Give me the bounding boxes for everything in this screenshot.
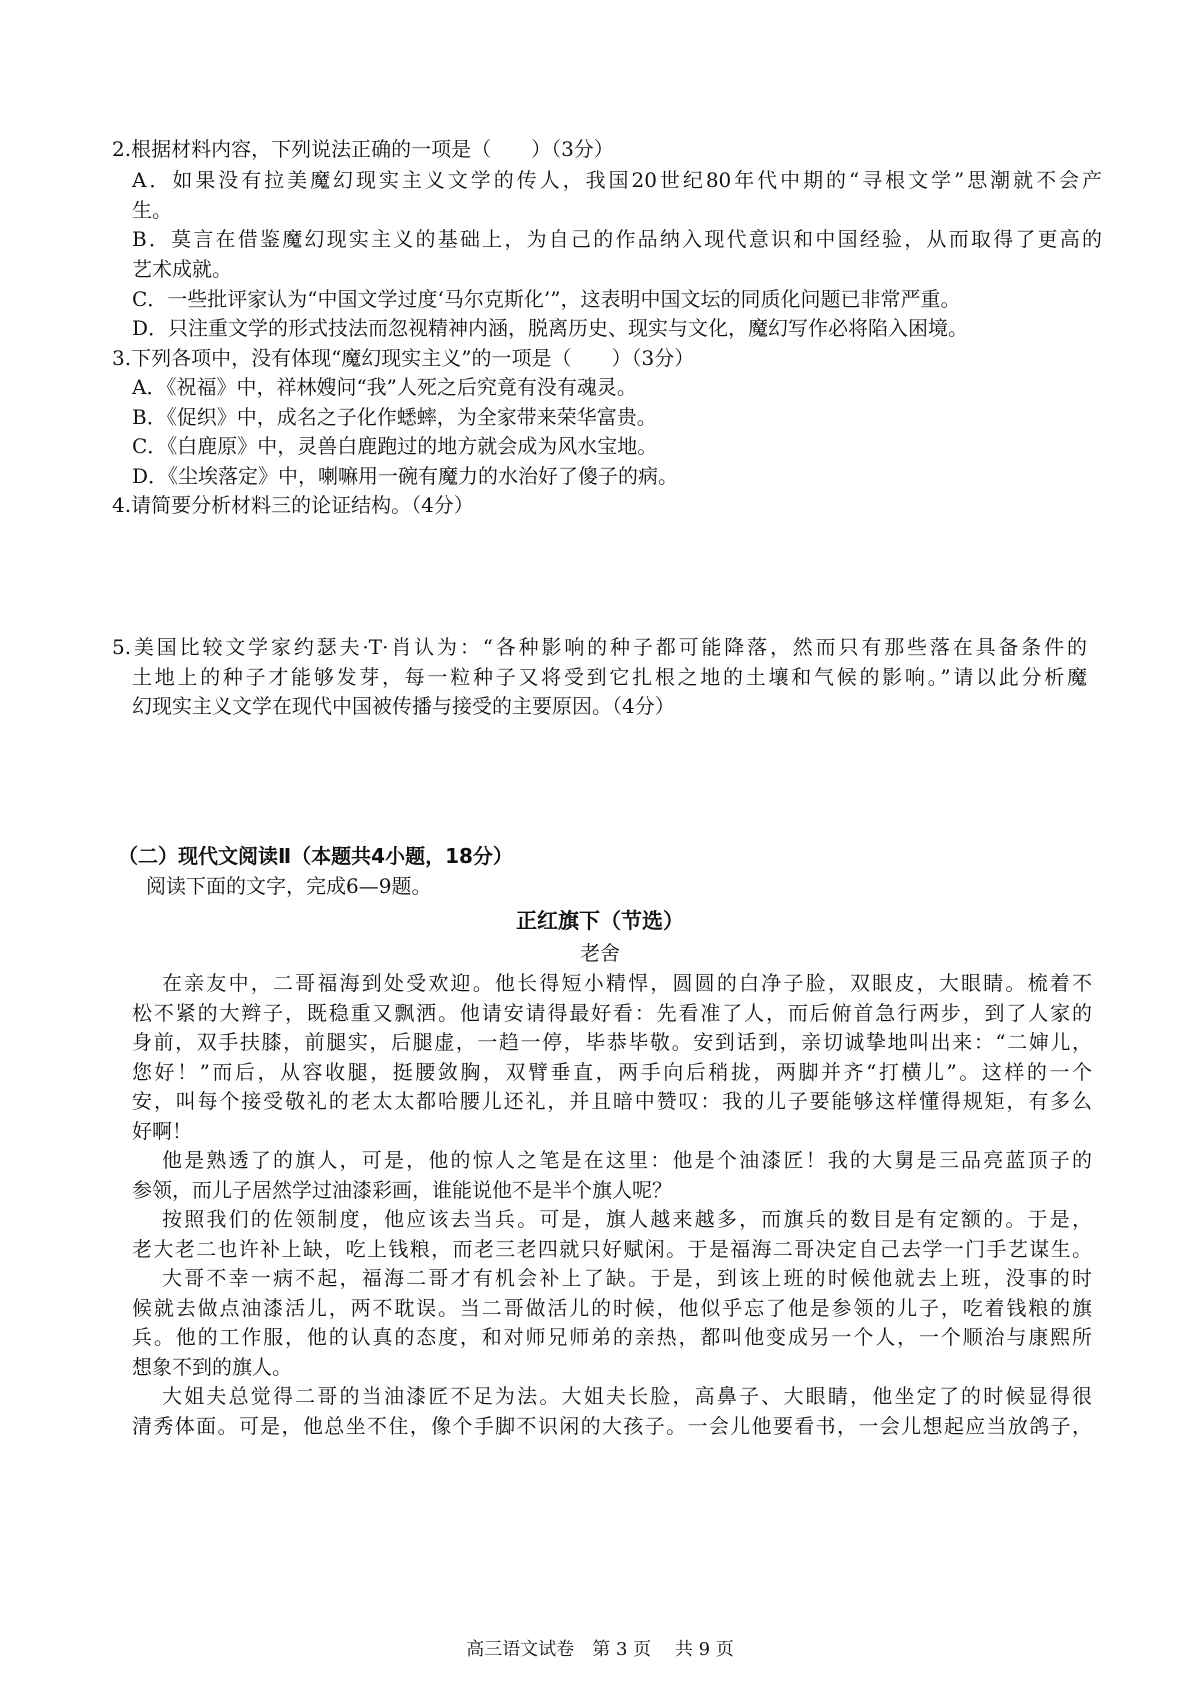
passage-line: 清秀体面。可是，他总坐不住，像个手脚不识闲的大孩子。一会儿他要看书，一会儿想起应当放鸽子，: [132, 1414, 1092, 1438]
passage-line: 您好！”而后，从容收腿，挺腰敛胸，双臂垂直，两手向后稍拢，两脚并齐“打横儿”。这样的一个: [132, 1060, 1092, 1084]
section-instruction: 阅读下面的文字，完成6—9题。: [146, 874, 432, 898]
passage-line: 按照我们的佐领制度，他应该去当兵。可是，旗人越来越多，而旗兵的数目是有定额的。于是，: [162, 1207, 1092, 1231]
q2-option-a-cont: 生。: [132, 198, 172, 222]
passage-author: 老舍: [580, 941, 620, 965]
q2-option-b: B．莫言在借鉴魔幻现实主义的基础上，为自己的作品纳入现代意识和中国经验，从而取得了更高的: [132, 227, 1102, 251]
passage-line: 松不紧的大辫子，既稳重又飘洒。他请安请得最好看：先看准了人，而后俯首急行两步，到了人家的: [132, 1001, 1092, 1025]
passage-line: 老大老二也许补上缺，吃上钱粮，而老三老四就只好赋闲。于是福海二哥决定自己去学一门手艺谋生。: [132, 1237, 1092, 1261]
passage-line: 大哥不幸一病不起，福海二哥才有机会补上了缺。于是，到该上班的时候他就去上班，没事的时: [162, 1266, 1092, 1290]
q2-stem: 2.根据材料内容，下列说法正确的一项是（ ）（3分）: [112, 137, 614, 161]
section-heading: （二）现代文阅读Ⅱ（本题共4小题，18分）: [118, 844, 513, 868]
passage-line: 大姐夫总觉得二哥的当油漆匠不足为法。大姐夫长脸，高鼻子、大眼睛，他坐定了的时候显得很: [162, 1384, 1092, 1408]
q5-line-3: 幻现实主义文学在现代中国被传播与接受的主要原因。（4分）: [132, 694, 675, 718]
passage-line: 好啊！: [132, 1119, 192, 1143]
q2-option-c: C．一些批评家认为“中国文学过度‘马尔克斯化’”，这表明中国文坛的同质化问题已非常严重。: [132, 287, 961, 311]
q3-option-a: A．《祝福》中，祥林嫂问“我”人死之后究竟有没有魂灵。: [132, 375, 637, 399]
passage-line: 候就去做点油漆活儿，两不耽误。当二哥做活儿的时候，他似乎忘了他是参领的儿子，吃着钱粮的旗: [132, 1296, 1092, 1320]
passage-title: 正红旗下（节选）: [516, 909, 684, 933]
q5-line-1: 5.美国比较文学家约瑟夫·T·肖认为：“各种影响的种子都可能降落，然而只有那些落在具备条件的: [112, 635, 1087, 659]
page-footer: 高三语文试卷 第 3 页 共 9 页: [466, 1639, 734, 1660]
passage-line: 兵。他的工作服，他的认真的态度，和对师兄师弟的亲热，都叫他变成另一个人，一个顺治与康熙所: [132, 1325, 1092, 1349]
passage-line: 想象不到的旗人。: [132, 1355, 292, 1379]
passage-line: 身前，双手扶膝，前腿实，后腿虚，一趋一停，毕恭毕敬。安到话到，亲切诚挚地叫出来：“二婶儿，: [132, 1030, 1092, 1054]
q2-option-d: D．只注重文学的形式技法而忽视精神内涵，脱离历史、现实与文化，魔幻写作必将陷入困境。: [132, 316, 969, 340]
q2-option-b-cont: 艺术成就。: [132, 257, 232, 281]
passage-line: 参领，而儿子居然学过油漆彩画，谁能说他不是半个旗人呢？: [132, 1178, 672, 1202]
q3-option-c: C．《白鹿原》中，灵兽白鹿跑过的地方就会成为风水宝地。: [132, 434, 658, 458]
q3-stem: 3.下列各项中，没有体现“魔幻现实主义”的一项是（ ）（3分）: [112, 346, 695, 370]
q2-option-a: A．如果没有拉美魔幻现实主义文学的传人，我国20世纪80年代中期的“寻根文学”思潮就不会产: [132, 168, 1102, 192]
passage-line: 安，叫每个接受敬礼的老太太都哈腰儿还礼，并且暗中赞叹：我的儿子要能够这样懂得规矩，有多么: [132, 1089, 1092, 1113]
q4-stem: 4.请简要分析材料三的论证结构。（4分）: [112, 493, 474, 517]
q3-option-d: D．《尘埃落定》中，喇嘛用一碗有魔力的水治好了傻子的病。: [132, 464, 679, 488]
passage-line: 在亲友中，二哥福海到处受欢迎。他长得短小精悍，圆圆的白净子脸，双眼皮，大眼睛。梳着不: [162, 971, 1092, 995]
q5-line-2: 土地上的种子才能够发芽，每一粒种子又将受到它扎根之地的土壤和气候的影响。”请以此分析魔: [132, 665, 1087, 689]
passage-line: 他是熟透了的旗人，可是，他的惊人之笔是在这里：他是个油漆匠！我的大舅是三品亮蓝顶子的: [162, 1148, 1092, 1172]
q3-option-b: B．《促织》中，成名之子化作蟋蟀，为全家带来荣华富贵。: [132, 405, 657, 429]
